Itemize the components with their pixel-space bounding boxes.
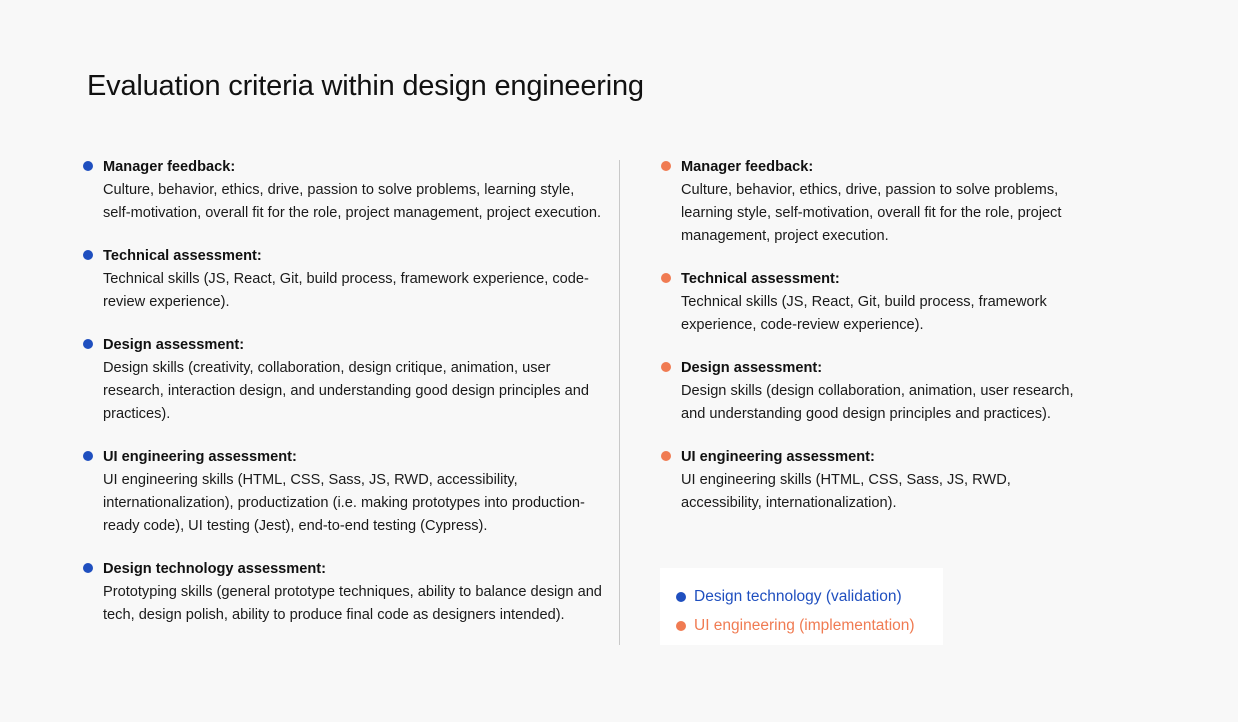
criterion-title: Technical assessment: [103,248,262,264]
list-item [660,156,1090,248]
list-item [82,558,607,627]
legend [660,568,943,645]
criterion-description: Culture, behavior, ethics, drive, passion to solve problems, learning style, self-motivation, overall fit for the role, project management, project execution. [681,182,1062,244]
design-technology-criteria-list [82,156,607,647]
criterion-description: Design skills (design collaboration, animation, user research, and understanding good design principles and practices). [681,383,1074,422]
page-title: Evaluation criteria within design engineering [87,70,644,102]
criterion-description: Technical skills (JS, React, Git, build process, framework experience, code-review experience). [103,271,589,310]
legend-item-ui-engineering [676,611,943,640]
blue-bullet-icon [83,250,93,260]
criterion-description: UI engineering skills (HTML, CSS, Sass, JS, RWD, accessibility, internationalization). [681,472,1011,511]
ui-engineering-criteria-list [660,156,1090,535]
criterion-title: Design assessment: [681,360,823,376]
list-item [660,268,1090,337]
orange-bullet-icon [661,273,671,283]
criterion-title: Manager feedback: [103,159,236,175]
orange-bullet-icon [661,362,671,372]
blue-bullet-icon [83,563,93,573]
criterion-description: UI engineering skills (HTML, CSS, Sass, JS, RWD, accessibility, internationalization), productization (i.e. making prototypes into production-ready code), UI testing (Jest), end-to-end testing (Cypress). [103,472,585,534]
column-divider [619,160,620,645]
legend-item-design-technology [676,582,943,611]
criterion-description: Prototyping skills (general prototype techniques, ability to balance design and tech, design polish, ability to produce final code as designers intended). [103,584,602,623]
criterion-description: Culture, behavior, ethics, drive, passion to solve problems, learning style, self-motivation, overall fit for the role, project management, project execution. [103,182,602,221]
list-item [660,446,1090,515]
criterion-title: Design technology assessment: [103,561,327,577]
orange-bullet-icon [661,161,671,171]
criterion-title: UI engineering assessment: [103,449,297,465]
orange-bullet-icon [676,621,686,631]
list-item [82,245,607,314]
blue-bullet-icon [83,339,93,349]
legend-label: UI engineering (implementation) [694,617,915,634]
blue-bullet-icon [83,161,93,171]
blue-bullet-icon [676,592,686,602]
list-item [82,334,607,426]
criterion-description: Design skills (creativity, collaboration, design critique, animation, user research, interaction design, and understanding good design principles and practices). [103,360,589,422]
list-item [82,446,607,538]
orange-bullet-icon [661,451,671,461]
legend-label: Design technology (validation) [694,588,902,605]
criterion-title: Manager feedback: [681,159,814,175]
list-item [82,156,607,225]
list-item [660,357,1090,426]
criterion-description: Technical skills (JS, React, Git, build process, framework experience, code-review experience). [681,294,1047,333]
criterion-title: Technical assessment: [681,271,840,287]
blue-bullet-icon [83,451,93,461]
criterion-title: UI engineering assessment: [681,449,875,465]
criterion-title: Design assessment: [103,337,245,353]
